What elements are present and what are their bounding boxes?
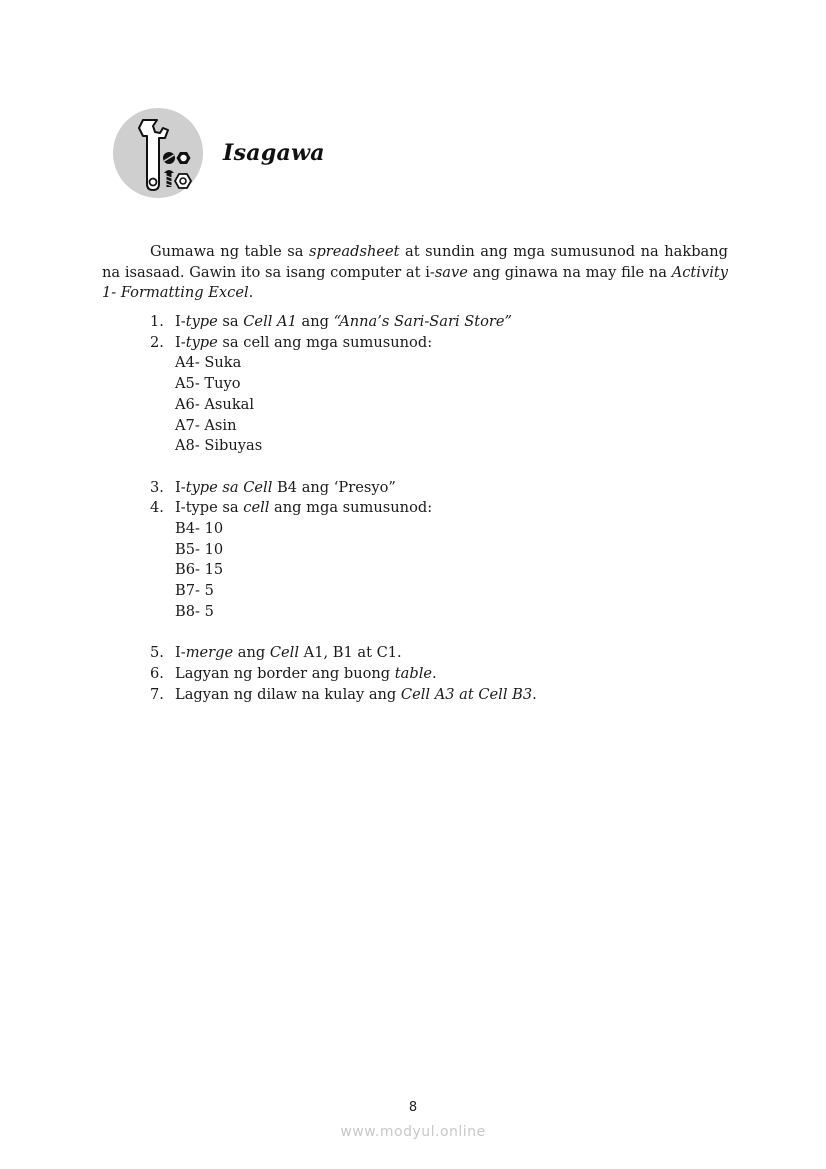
italic-text: Cell: [269, 644, 300, 662]
list-item-step-1: [150, 312, 537, 333]
text-run: .: [432, 664, 437, 682]
italic-text: type: [185, 333, 218, 351]
step-line: [150, 643, 537, 664]
italic-text: cell: [243, 499, 270, 517]
text-run: sa cell ang mga sumusunod:: [217, 333, 433, 351]
text-run: I-: [175, 333, 186, 351]
text-run: I-: [175, 478, 186, 496]
italic-text: save: [434, 263, 468, 281]
sub-item: A5- Tuyo: [175, 375, 241, 393]
step-line: [150, 685, 537, 706]
text-run: .: [248, 284, 254, 301]
text-run: Lagyan ng dilaw na kulay ang: [175, 685, 401, 703]
sub-item: A6- Asukal: [175, 395, 255, 413]
text-run: B4 ang ‘Presyo”: [272, 478, 396, 496]
step-number: 2.: [150, 333, 164, 351]
italic-text: table: [394, 664, 433, 682]
text-run: .: [532, 685, 537, 703]
sub-item: B7- 5: [175, 582, 214, 600]
list-item-step-4: [150, 498, 537, 643]
text-run: ang mga sumusunod:: [269, 499, 433, 517]
italic-text: spreadsheet: [308, 243, 400, 260]
intro-text: [102, 243, 728, 301]
step-text: [175, 664, 437, 685]
step-text: [175, 498, 432, 519]
list-item-step-2: [150, 333, 537, 478]
text-run: ang: [233, 644, 270, 662]
italic-text: “Anna’s Sari-Sari Store”: [333, 313, 512, 330]
step-text: [175, 685, 537, 706]
italic-text: type sa Cell: [185, 478, 273, 496]
sub-item: A7- Asin: [175, 416, 237, 434]
page-number: 8: [408, 1100, 418, 1115]
step-number: 4.: [150, 499, 164, 517]
step-line: [150, 498, 537, 519]
text-run: at sundin ang mga sumusunod na hakbang na isasaad. Gawin ito sa isang computer at i-: [102, 243, 728, 281]
list-item-step-3: [150, 478, 537, 499]
italic-text: Activity 1- Formatting Excel: [102, 263, 728, 301]
text-run: I-: [175, 644, 186, 662]
sub-item: A4- Suka: [175, 354, 242, 372]
sub-item-list: [150, 519, 537, 623]
sub-item: A8- Sibuyas: [175, 437, 263, 455]
italic-text: Cell A1: [243, 313, 297, 330]
step-text: [175, 643, 402, 664]
step-line: [150, 333, 537, 354]
step-number: 5.: [150, 644, 164, 662]
italic-text: type: [185, 313, 218, 330]
italic-text: merge: [185, 644, 234, 662]
sub-item-list: [150, 353, 537, 457]
spacer: [150, 457, 537, 478]
text-run: sa: [217, 313, 244, 330]
text-run: A1, B1 at C1.: [299, 644, 402, 662]
step-text: [175, 312, 512, 333]
italic-text: Cell A3 at Cell B3: [400, 685, 533, 703]
wrench-bolts-icon: [113, 108, 203, 198]
list-item-step-7: [150, 685, 537, 706]
step-number: 6.: [150, 664, 164, 682]
step-number: 1.: [150, 313, 164, 330]
text-run: Lagyan ng border ang buong: [175, 664, 395, 682]
step-line: [150, 312, 537, 333]
instruction-list: [150, 312, 537, 705]
intro-paragraph: [102, 242, 728, 304]
section-title: Isagawa: [223, 140, 325, 166]
step-number: 3.: [150, 478, 164, 496]
step-text: [175, 333, 432, 354]
list-item-step-6: [150, 664, 537, 685]
sub-item: B5- 10: [175, 540, 224, 558]
step-line: [150, 664, 537, 685]
section-header: [113, 108, 325, 198]
sub-item: B4- 10: [175, 520, 224, 538]
text-run: ang ginawa na may file na: [467, 263, 672, 281]
text-run: I-type sa: [175, 499, 244, 517]
text-run: Gumawa ng table sa: [150, 243, 309, 260]
spacer: [150, 623, 537, 644]
step-line: [150, 478, 537, 499]
sub-item: B8- 5: [175, 602, 214, 620]
list-item-step-5: [150, 643, 537, 664]
text-run: I-: [175, 313, 186, 330]
text-run: ang: [296, 313, 334, 330]
tools-icon-graphic: [113, 108, 203, 198]
step-text: [175, 478, 396, 499]
sub-item: B6- 15: [175, 561, 224, 579]
watermark: www.modyul.online: [340, 1124, 486, 1140]
step-number: 7.: [150, 685, 164, 703]
